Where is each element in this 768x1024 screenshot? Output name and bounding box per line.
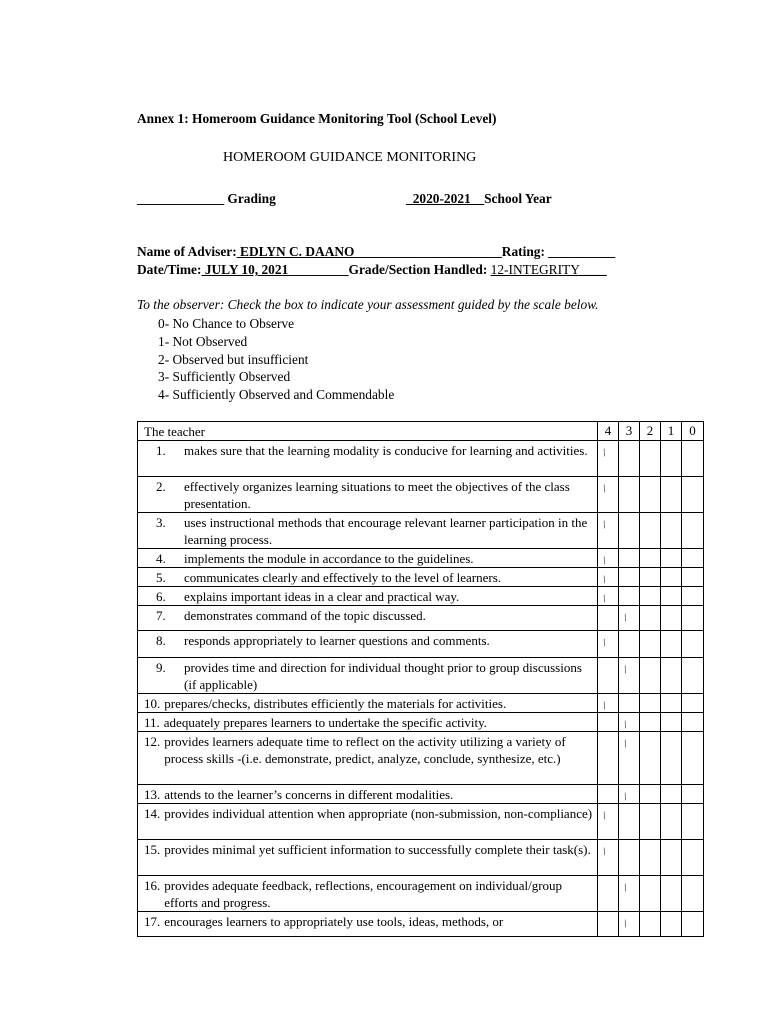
check-mark-icon: / — [621, 790, 629, 804]
check-mark-icon: / — [600, 482, 608, 496]
criterion-number: 1. — [156, 443, 166, 458]
check-mark-icon: / — [621, 611, 629, 625]
score-checkbox-0[interactable] — [682, 549, 704, 568]
score-checkbox-3[interactable] — [619, 549, 640, 568]
criterion-text: effectively organizes learning situations to meet the objectives of the class presentation. — [184, 479, 570, 511]
score-checkbox-1[interactable] — [661, 804, 682, 840]
check-mark-icon: / — [600, 636, 608, 650]
score-checkbox-3[interactable] — [619, 513, 640, 549]
score-checkbox-2[interactable] — [640, 785, 661, 804]
scale-item: 3- Sufficiently Observed — [158, 369, 291, 385]
table-row — [138, 804, 704, 840]
score-checkbox-1[interactable] — [661, 568, 682, 587]
score-checkbox-2[interactable] — [640, 658, 661, 694]
score-checkbox-3[interactable] — [619, 606, 640, 631]
score-checkbox-4[interactable] — [598, 732, 619, 785]
score-checkbox-4[interactable] — [598, 587, 619, 606]
table-row — [138, 732, 704, 785]
score-checkbox-2[interactable] — [640, 568, 661, 587]
criterion-cell — [138, 441, 598, 477]
criterion-cell — [138, 732, 598, 785]
table-row — [138, 568, 704, 587]
criterion-cell — [138, 912, 598, 937]
table-row — [138, 606, 704, 631]
criterion-cell — [138, 513, 598, 549]
score-header-4: 4 — [598, 422, 619, 441]
school-year-label: School Year — [484, 191, 552, 206]
table-row — [138, 513, 704, 549]
criterion-cell — [138, 804, 598, 840]
criterion-cell — [138, 587, 598, 606]
check-mark-icon: / — [621, 663, 629, 677]
score-checkbox-4[interactable] — [598, 785, 619, 804]
score-checkbox-4[interactable] — [598, 441, 619, 477]
annex-title: Annex 1: Homeroom Guidance Monitoring Tool (School Level) — [137, 111, 497, 126]
rating-label: Rating: — [501, 244, 545, 259]
score-checkbox-2[interactable] — [640, 732, 661, 785]
criterion-number: 6. — [156, 589, 166, 604]
date-label: Date/Time: — [137, 262, 202, 277]
criterion-number: 14. — [144, 806, 161, 821]
scale-item: 1- Not Observed — [158, 333, 248, 349]
criterion-number: 4. — [156, 551, 166, 566]
score-checkbox-3[interactable] — [619, 713, 640, 732]
score-checkbox-0[interactable] — [682, 912, 704, 937]
score-checkbox-1[interactable] — [661, 441, 682, 477]
criterion-text: attends to the learner’s concerns in different modalities. — [164, 787, 454, 802]
score-checkbox-1[interactable] — [661, 513, 682, 549]
table-row — [138, 441, 704, 477]
criterion-cell — [138, 477, 598, 513]
score-checkbox-2[interactable] — [640, 876, 661, 912]
check-mark-icon: / — [621, 917, 629, 931]
criterion-text: provides learners adequate time to reflect on the activity utilizing a variety of process skills -(i.e. demonstrate, predict, analyze, conclude, synthesize, etc.) — [164, 734, 566, 766]
score-checkbox-4[interactable] — [598, 694, 619, 713]
score-checkbox-1[interactable] — [661, 549, 682, 568]
criterion-text: encourages learners to appropriately use tools, ideas, methods, or — [164, 914, 504, 929]
check-mark-icon: / — [600, 809, 608, 823]
score-checkbox-4[interactable] — [598, 549, 619, 568]
score-checkbox-2[interactable] — [640, 912, 661, 937]
score-header-2: 2 — [640, 422, 661, 441]
criterion-cell — [138, 713, 598, 732]
table-row — [138, 694, 704, 713]
score-header-3: 3 — [619, 422, 640, 441]
score-header-1: 1 — [661, 422, 682, 441]
scale-item: 2- Observed but insufficient — [158, 351, 309, 367]
score-checkbox-3[interactable] — [619, 785, 640, 804]
criterion-number: 10. — [144, 696, 161, 711]
score-checkbox-3[interactable] — [619, 587, 640, 606]
form-title: HOMEROOM GUIDANCE MONITORING — [223, 150, 477, 165]
score-checkbox-2[interactable] — [640, 840, 661, 876]
grade-fill: ____ — [579, 262, 607, 277]
date-line — [137, 262, 607, 278]
criterion-text: uses instructional methods that encourage relevant learner participation in the learning process. — [184, 515, 588, 547]
score-checkbox-2[interactable] — [640, 631, 661, 658]
criterion-number: 9. — [156, 660, 166, 675]
observer-instruction: To the observer: Check the box to indicate your assessment guided by the scale below. — [137, 297, 599, 312]
table-row — [138, 785, 704, 804]
score-checkbox-1[interactable] — [661, 477, 682, 513]
score-checkbox-1[interactable] — [661, 694, 682, 713]
score-checkbox-4[interactable] — [598, 840, 619, 876]
table-row — [138, 912, 704, 937]
score-checkbox-3[interactable] — [619, 694, 640, 713]
rating-blank[interactable]: __________ — [548, 244, 616, 259]
score-checkbox-1[interactable] — [661, 732, 682, 785]
score-checkbox-0[interactable] — [682, 606, 704, 631]
criterion-text: demonstrates command of the topic discussed. — [184, 608, 426, 623]
score-checkbox-0[interactable] — [682, 876, 704, 912]
score-checkbox-2[interactable] — [640, 477, 661, 513]
score-checkbox-4[interactable] — [598, 568, 619, 587]
score-checkbox-4[interactable] — [598, 912, 619, 937]
score-checkbox-0[interactable] — [682, 658, 704, 694]
score-checkbox-0[interactable] — [682, 441, 704, 477]
scale-item: 0- No Chance to Observe — [158, 316, 295, 331]
score-checkbox-1[interactable] — [661, 658, 682, 694]
score-header-0: 0 — [682, 422, 704, 441]
score-checkbox-3[interactable] — [619, 840, 640, 876]
score-checkbox-2[interactable] — [640, 606, 661, 631]
criterion-number: 7. — [156, 608, 166, 623]
score-checkbox-3[interactable] — [619, 441, 640, 477]
score-checkbox-3[interactable] — [619, 658, 640, 694]
score-checkbox-4[interactable] — [598, 513, 619, 549]
table-row — [138, 840, 704, 876]
table-row — [138, 631, 704, 658]
score-checkbox-1[interactable] — [661, 876, 682, 912]
adviser-label: Name of Adviser: — [137, 244, 237, 259]
criterion-text: provides time and direction for individual thought prior to group discussions (if applicable) — [184, 660, 582, 692]
score-checkbox-4[interactable] — [598, 876, 619, 912]
date-fill: _________ — [288, 262, 349, 277]
check-mark-icon: / — [600, 573, 608, 587]
adviser-line — [137, 244, 615, 260]
score-checkbox-3[interactable] — [619, 477, 640, 513]
check-mark-icon: / — [621, 737, 629, 751]
criterion-number: 12. — [144, 734, 161, 749]
school-year-value[interactable]: _2020-2021__ — [406, 191, 485, 206]
grading-blank[interactable]: _____________ — [137, 191, 225, 206]
score-checkbox-0[interactable] — [682, 713, 704, 732]
criterion-text: communicates clearly and effectively to the level of learners. — [184, 570, 502, 585]
score-checkbox-0[interactable] — [682, 587, 704, 606]
criterion-number: 16. — [144, 878, 161, 893]
score-checkbox-4[interactable] — [598, 606, 619, 631]
score-checkbox-2[interactable] — [640, 713, 661, 732]
score-checkbox-2[interactable] — [640, 694, 661, 713]
score-checkbox-0[interactable] — [682, 513, 704, 549]
grading-line — [137, 191, 276, 207]
grade-value[interactable]: 12-INTEGRITY — [490, 262, 580, 277]
score-checkbox-1[interactable] — [661, 713, 682, 732]
score-checkbox-1[interactable] — [661, 631, 682, 658]
score-checkbox-3[interactable] — [619, 568, 640, 587]
criterion-number: 15. — [144, 842, 161, 857]
score-checkbox-0[interactable] — [682, 785, 704, 804]
criterion-text: provides adequate feedback, reflections, encouragement on individual/group efforts and progress. — [164, 878, 563, 910]
criterion-number: 11. — [144, 715, 160, 730]
check-mark-icon: / — [600, 845, 608, 859]
table-row — [138, 658, 704, 694]
criterion-cell — [138, 876, 598, 912]
score-checkbox-4[interactable] — [598, 804, 619, 840]
table-row — [138, 587, 704, 606]
criterion-text: implements the module in accordance to the guidelines. — [184, 551, 474, 566]
table-header-row — [138, 422, 704, 441]
criterion-cell — [138, 549, 598, 568]
school-year-line — [406, 191, 552, 207]
score-checkbox-4[interactable] — [598, 713, 619, 732]
criterion-number: 13. — [144, 787, 161, 802]
score-checkbox-2[interactable] — [640, 441, 661, 477]
criterion-cell — [138, 658, 598, 694]
adviser-value[interactable]: EDLYN C. DAANO — [236, 244, 355, 259]
score-checkbox-3[interactable] — [619, 732, 640, 785]
criterion-cell — [138, 606, 598, 631]
criterion-number: 5. — [156, 570, 166, 585]
score-checkbox-0[interactable] — [682, 477, 704, 513]
score-checkbox-2[interactable] — [640, 587, 661, 606]
check-mark-icon: / — [621, 718, 629, 732]
check-mark-icon: / — [621, 881, 629, 895]
score-checkbox-0[interactable] — [682, 694, 704, 713]
score-checkbox-0[interactable] — [682, 732, 704, 785]
grading-label: Grading — [227, 191, 276, 206]
criterion-number: 17. — [144, 914, 161, 929]
scale-legend — [158, 315, 394, 404]
table-row — [138, 876, 704, 912]
score-checkbox-2[interactable] — [640, 804, 661, 840]
criterion-text: provides minimal yet sufficient information to successfully complete their task(s). — [164, 842, 591, 857]
score-checkbox-0[interactable] — [682, 631, 704, 658]
score-checkbox-1[interactable] — [661, 587, 682, 606]
score-checkbox-2[interactable] — [640, 549, 661, 568]
scale-item: 4- Sufficiently Observed and Commendable — [158, 387, 395, 403]
score-checkbox-4[interactable] — [598, 631, 619, 658]
criterion-text: adequately prepares learners to undertake the specific activity. — [163, 715, 488, 730]
criterion-text: prepares/checks, distributes efficiently the materials for activities. — [164, 696, 507, 711]
criterion-cell — [138, 785, 598, 804]
grade-label: Grade/Section Handled: — [348, 262, 488, 277]
criterion-text: explains important ideas in a clear and practical way. — [184, 589, 460, 604]
score-checkbox-1[interactable] — [661, 606, 682, 631]
score-checkbox-3[interactable] — [619, 804, 640, 840]
check-mark-icon: / — [600, 554, 608, 568]
score-checkbox-1[interactable] — [661, 912, 682, 937]
criterion-text: provides individual attention when appropriate (non-submission, non-compliance) — [164, 806, 593, 821]
criterion-cell — [138, 840, 598, 876]
score-checkbox-0[interactable] — [682, 840, 704, 876]
score-checkbox-3[interactable] — [619, 912, 640, 937]
score-checkbox-4[interactable] — [598, 658, 619, 694]
table-row — [138, 549, 704, 568]
date-value[interactable]: JULY 10, 2021 — [201, 262, 289, 277]
header-the-teacher: The teacher — [138, 422, 598, 441]
criterion-cell — [138, 694, 598, 713]
criterion-cell — [138, 568, 598, 587]
score-checkbox-0[interactable] — [682, 804, 704, 840]
score-checkbox-1[interactable] — [661, 785, 682, 804]
criterion-number: 8. — [156, 633, 166, 648]
criterion-text: responds appropriately to learner questions and comments. — [184, 633, 490, 648]
check-mark-icon: / — [600, 518, 608, 532]
score-checkbox-0[interactable] — [682, 568, 704, 587]
score-checkbox-3[interactable] — [619, 876, 640, 912]
score-checkbox-3[interactable] — [619, 631, 640, 658]
criterion-number: 2. — [156, 479, 166, 494]
score-checkbox-1[interactable] — [661, 840, 682, 876]
table-row — [138, 713, 704, 732]
criterion-text: makes sure that the learning modality is conducive for learning and activities. — [184, 443, 588, 458]
check-mark-icon: / — [600, 446, 608, 460]
score-checkbox-4[interactable] — [598, 477, 619, 513]
check-mark-icon: / — [600, 699, 608, 713]
assessment-table — [137, 421, 704, 937]
table-row — [138, 477, 704, 513]
criterion-number: 3. — [156, 515, 166, 530]
criterion-cell — [138, 631, 598, 658]
adviser-fill: ______________________ — [354, 244, 502, 259]
score-checkbox-2[interactable] — [640, 513, 661, 549]
check-mark-icon: / — [600, 592, 608, 606]
